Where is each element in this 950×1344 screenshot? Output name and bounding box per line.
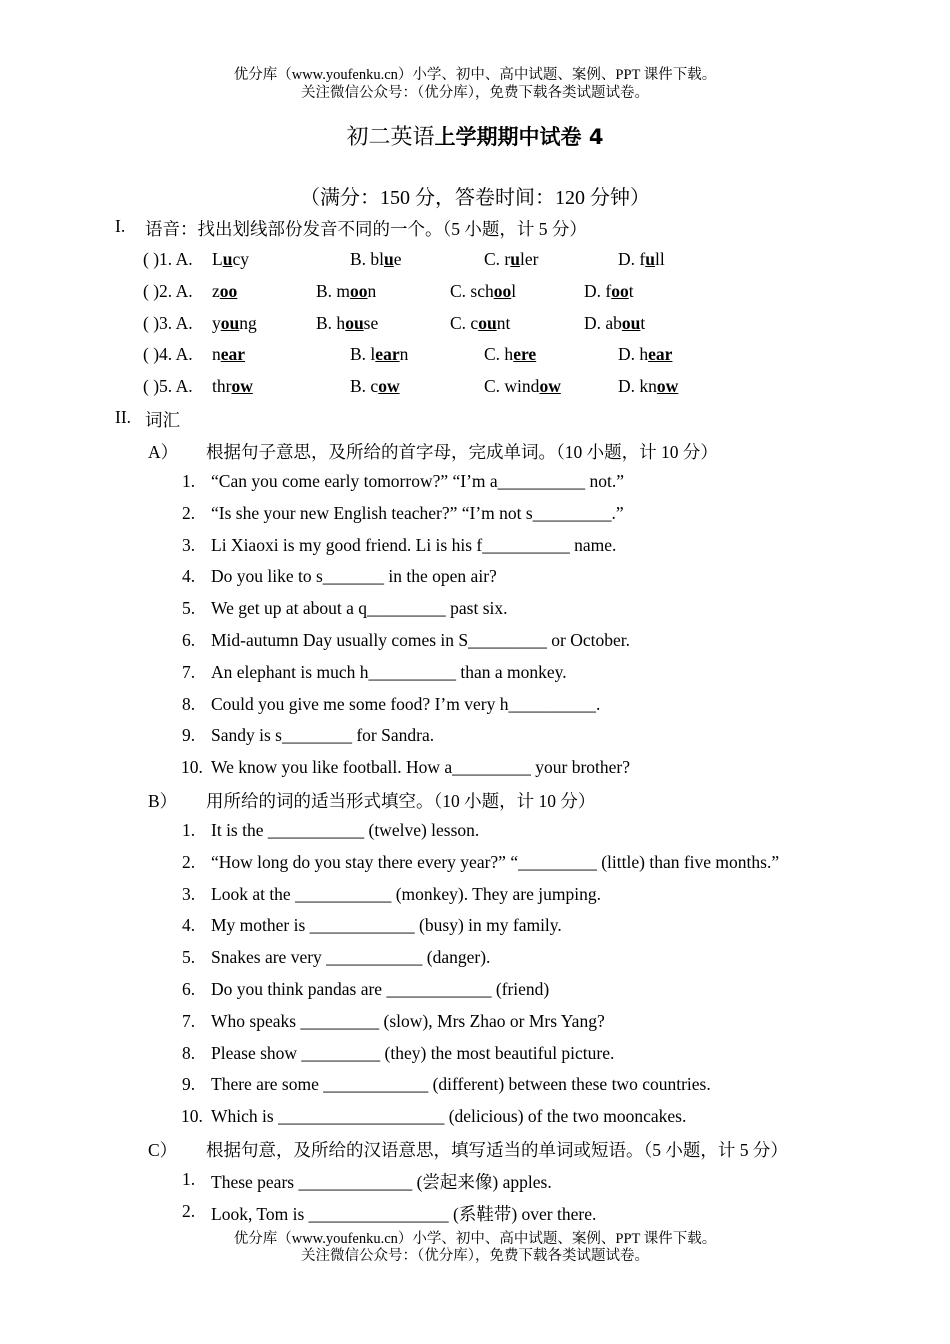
option-prefix: thr [212, 376, 232, 396]
question-number: 1. [182, 1169, 196, 1189]
underlined-letters: ou [478, 313, 497, 333]
question-number: 7. [182, 1010, 196, 1031]
phonetics-option [212, 376, 253, 397]
underlined-letters: ear [648, 344, 673, 364]
phonetics-option [584, 281, 634, 302]
option-suffix: n [399, 344, 409, 364]
underlined-letters: ear [220, 344, 246, 364]
phonetics-option [350, 376, 400, 397]
question-text: Which is ___________________ (delicious) of the two mooncakes. [211, 1106, 687, 1127]
question-text: “How long do you stay there every year?” “_________ (little) than five months.” [211, 851, 780, 872]
option-suffix: e [393, 249, 402, 269]
part-a-label: A） [148, 442, 179, 462]
question-text: We know you like football. How a_________ your brother? [211, 757, 630, 778]
option-suffix: nt [496, 313, 511, 333]
option-suffix: t [628, 281, 634, 301]
question-text: Do you think pandas are ____________ (friend) [211, 979, 550, 999]
question-text: It is the ___________ (twelve) lesson. [211, 820, 480, 840]
phonetics-option [484, 376, 561, 397]
question-text: Could you give me some food? I’m very h__________. [211, 693, 601, 714]
phonetics-option [212, 313, 257, 334]
question-text: There are some ____________ (different) between these two countries. [211, 1074, 711, 1095]
underlined-letters: ere [513, 344, 537, 364]
underlined-letters: oo [493, 281, 512, 301]
question-number: 3. [182, 883, 196, 904]
underlined-letters: ou [345, 313, 364, 333]
option-prefix: B. m [316, 281, 351, 301]
question-text: My mother is ____________ (busy) in my family. [211, 915, 562, 936]
header-line-2: 关注微信公众号：（优分库），免费下载各类试题试卷。 [301, 85, 649, 101]
question-number: 7. [182, 661, 196, 682]
phonetics-option [350, 344, 408, 365]
question-number: 6. [182, 979, 196, 999]
option-suffix: ler [519, 249, 539, 269]
option-prefix: C. wind [484, 376, 540, 396]
question-number: 5. [182, 598, 196, 619]
phonetics-option [618, 376, 678, 397]
option-prefix: B. bl [350, 249, 385, 269]
option-prefix: B. c [350, 376, 379, 396]
phonetics-option [212, 249, 249, 270]
part-c-label: C） [148, 1140, 178, 1160]
question-number: 10. [181, 1106, 203, 1127]
question-number: 2. [182, 851, 196, 872]
question-number: 2. [182, 502, 196, 523]
phonetics-option [618, 249, 665, 270]
option-prefix: L [212, 249, 223, 269]
question-text: Who speaks _________ (slow), Mrs Zhao or Mrs Yang? [211, 1010, 605, 1031]
phonetics-option [212, 344, 245, 365]
page-title [0, 120, 950, 151]
underlined-letters: u [645, 249, 655, 269]
question-number: 10. [181, 757, 203, 778]
option-suffix: n [367, 281, 377, 301]
question-text: “Is she your new English teacher?” “I’m not s_________.” [211, 502, 624, 523]
question-text: Please show _________ (they) the most beautiful picture. [211, 1042, 615, 1063]
underlined-letters: ow [231, 376, 253, 396]
underlined-letters: oo [219, 281, 238, 301]
underlined-letters: ow [539, 376, 561, 396]
option-prefix: D. f [618, 249, 646, 269]
option-prefix: y [212, 313, 221, 333]
underlined-letters: ear [375, 344, 400, 364]
phonetics-question-label: ( )1. A. [143, 249, 193, 269]
question-text: Snakes are very ___________ (danger). [211, 947, 491, 968]
phonetics-question-label: ( )3. A. [143, 313, 193, 333]
question-text: Mid-autumn Day usually comes in S_________ or October. [211, 630, 630, 650]
option-prefix: D. kn [618, 376, 657, 396]
question-number: 9. [182, 1074, 196, 1095]
question-text: Look at the ___________ (monkey). They are jumping. [211, 883, 601, 904]
option-prefix: D. h [618, 344, 649, 364]
option-prefix: C. c [450, 313, 479, 333]
underlined-letters: ou [220, 313, 240, 333]
part-b-heading: 用所给的词的适当形式填空。（10 小题，计 10 分） [206, 791, 596, 811]
option-suffix: ng [239, 313, 257, 333]
underlined-letters: u [222, 249, 233, 269]
question-number: 8. [182, 693, 196, 714]
underlined-letters: ow [656, 376, 679, 396]
option-prefix: D. ab [584, 313, 622, 333]
option-prefix: z [212, 281, 220, 301]
phonetics-option [450, 281, 516, 302]
question-number: 5. [182, 947, 196, 968]
question-number: 1. [182, 820, 196, 840]
footer-line-1: 优分库（www.youfenku.cn）小学、初中、高中试题、案例、PPT 课件下载。 [233, 1231, 717, 1247]
underlined-letters: oo [350, 281, 368, 301]
question-number: 1. [182, 471, 196, 491]
option-prefix: D. f [584, 281, 612, 301]
phonetics-question-label: ( )5. A. [143, 376, 193, 396]
question-text: Li Xiaoxi is my good friend. Li is his f__________ name. [211, 534, 617, 555]
phonetics-option [484, 344, 536, 365]
section-1-number: I. [115, 216, 126, 236]
section-2-number: II. [115, 407, 132, 427]
option-prefix: n [212, 344, 221, 364]
option-suffix: ll [654, 249, 665, 269]
phonetics-option [618, 344, 672, 365]
option-prefix: B. l [350, 344, 376, 364]
phonetics-question-label: ( )4. A. [143, 344, 193, 364]
question-text: We get up at about a q_________ past six. [211, 598, 508, 619]
question-number: 8. [182, 1042, 196, 1063]
phonetics-option [350, 249, 402, 270]
question-number: 3. [182, 534, 196, 555]
page-subtitle: （满分：150 分，答卷时间：120 分钟） [300, 187, 650, 209]
underlined-letters: u [384, 249, 394, 269]
phonetics-question-label: ( )2. A. [143, 281, 193, 301]
header-line-1: 优分库（www.youfenku.cn）小学、初中、高中试题、案例、PPT 课件下载。 [233, 67, 717, 83]
option-suffix: se [363, 313, 379, 333]
question-text: These pears _____________ (尝起来像) apples. [211, 1172, 552, 1192]
phonetics-option [316, 281, 376, 302]
option-prefix: C. sch [450, 281, 494, 301]
title-main: 上学期期中试卷 4 [434, 125, 604, 149]
question-text: Sandy is s________ for Sandra. [211, 725, 435, 746]
question-number: 4. [182, 915, 196, 936]
part-a-heading: 根据句子意思，及所给的首字母，完成单词。（10 小题，计 10 分） [206, 442, 718, 462]
phonetics-option [450, 313, 510, 334]
option-suffix: l [511, 281, 517, 301]
section-2-heading: 词汇 [145, 410, 180, 430]
phonetics-option [484, 249, 538, 270]
underlined-letters: u [510, 249, 520, 269]
option-prefix: C. r [484, 249, 511, 269]
option-prefix: B. h [316, 313, 346, 333]
section-1-heading: 语音：找出划线部份发音不同的一个。（5 小题，计 5 分） [145, 219, 587, 239]
title-prefix: 初二英语 [346, 124, 435, 149]
option-suffix: t [640, 313, 646, 333]
question-text: “Can you come early tomorrow?” “I’m a__________ not.” [211, 471, 625, 491]
phonetics-option [584, 313, 645, 334]
question-number: 9. [182, 725, 196, 746]
option-suffix: cy [232, 249, 249, 269]
phonetics-option [212, 281, 237, 302]
underlined-letters: ow [378, 376, 400, 396]
question-number: 4. [182, 566, 196, 587]
part-c-heading: 根据句意，及所给的汉语意思，填写适当的单词或短语。（5 小题，计 5 分） [206, 1140, 788, 1160]
footer-line-2: 关注微信公众号：（优分库），免费下载各类试题试卷。 [301, 1248, 649, 1264]
question-text: Look, Tom is ________________ (系鞋带) over there. [211, 1203, 597, 1224]
question-text: An elephant is much h__________ than a monkey. [211, 661, 567, 682]
underlined-letters: oo [611, 281, 629, 301]
phonetics-option [316, 313, 378, 334]
question-text: Do you like to s_______ in the open air? [211, 566, 497, 587]
underlined-letters: ou [621, 313, 641, 333]
question-number: 2. [182, 1200, 196, 1221]
part-b-label: B） [148, 791, 178, 811]
question-number: 6. [182, 630, 196, 650]
option-prefix: C. h [484, 344, 514, 364]
